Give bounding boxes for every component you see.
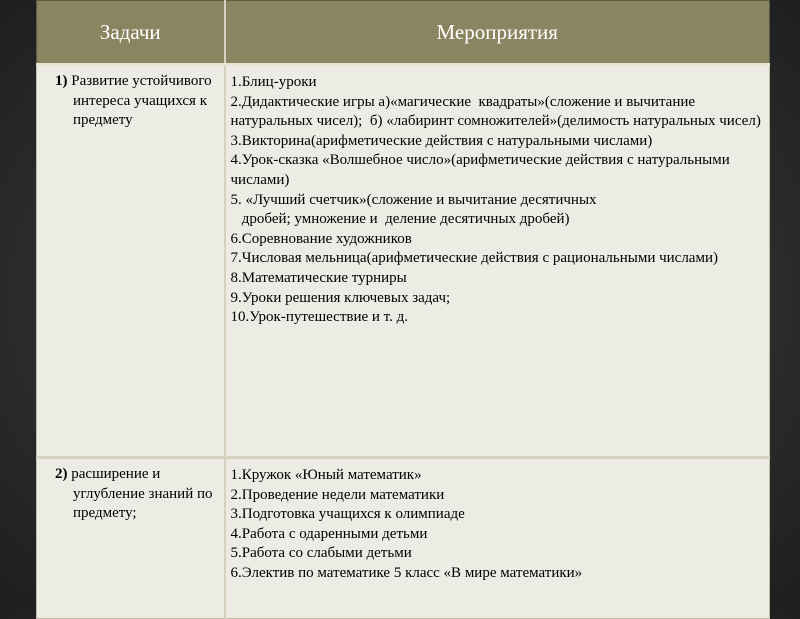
- activity-item: 5. «Лучший счетчик»(сложение и вычитание десятичных дробей; умножение и деление десятичных дробей): [230, 191, 597, 228]
- header-tasks: Задачи: [37, 1, 225, 65]
- table-row: [37, 65, 770, 458]
- activity-item: 3.Викторина(арифметические действия с натуральными числами): [230, 132, 653, 149]
- task-description: Развитие устойчивого интереса учащихся к предмету: [71, 73, 212, 129]
- task-number: 2): [55, 466, 68, 482]
- task-cell: [37, 65, 225, 458]
- activity-item: 4.Работа с одаренными детьми: [230, 525, 428, 542]
- activity-item: 1.Кружок «Юный математик»: [230, 467, 422, 483]
- activity-item: 6.Соревнование художников: [230, 230, 412, 247]
- activity-item: 9.Уроки решения ключевых задач;: [230, 289, 451, 306]
- activity-item: 6.Электив по математике 5 класс «В мире математики»: [230, 564, 583, 581]
- activity-item: 7.Числовая мельница(арифметические действия с рациональными числами): [230, 250, 718, 267]
- activities-cell: [225, 65, 770, 458]
- activity-item: 4.Урок-сказка «Волшебное число»(арифметические действия с натуральными числами): [230, 152, 734, 188]
- table-row: [37, 458, 770, 619]
- activity-item: 2.Дидактические игры а)«магические квадраты»(сложение и вычитание натуральных чисел); б) «лабиринт сомножителей»(делимость натуральных чисел): [230, 93, 761, 130]
- table-header-row: [37, 1, 770, 65]
- activity-item: 8.Математические турниры: [230, 269, 407, 286]
- activities-cell: [225, 458, 770, 619]
- task-text: [55, 465, 218, 524]
- activities-list: [231, 466, 764, 584]
- activity-item: 1.Блиц-уроки: [230, 74, 317, 90]
- task-number: 1): [55, 73, 68, 89]
- activity-item: 5.Работа со слабыми детьми: [230, 545, 412, 562]
- activity-item: 2.Проведение недели математики: [230, 486, 445, 503]
- task-text: [55, 72, 218, 131]
- activity-item: 3.Подготовка учащихся к олимпиаде: [230, 506, 465, 523]
- header-activities: Мероприятия: [225, 1, 770, 65]
- tasks-activities-table: [36, 0, 770, 619]
- task-description: расширение и углубление знаний по предмету;: [71, 466, 213, 522]
- task-cell: [37, 458, 225, 619]
- activities-list: [231, 73, 764, 328]
- activity-item: 10.Урок-путешествие и т. д.: [230, 309, 408, 326]
